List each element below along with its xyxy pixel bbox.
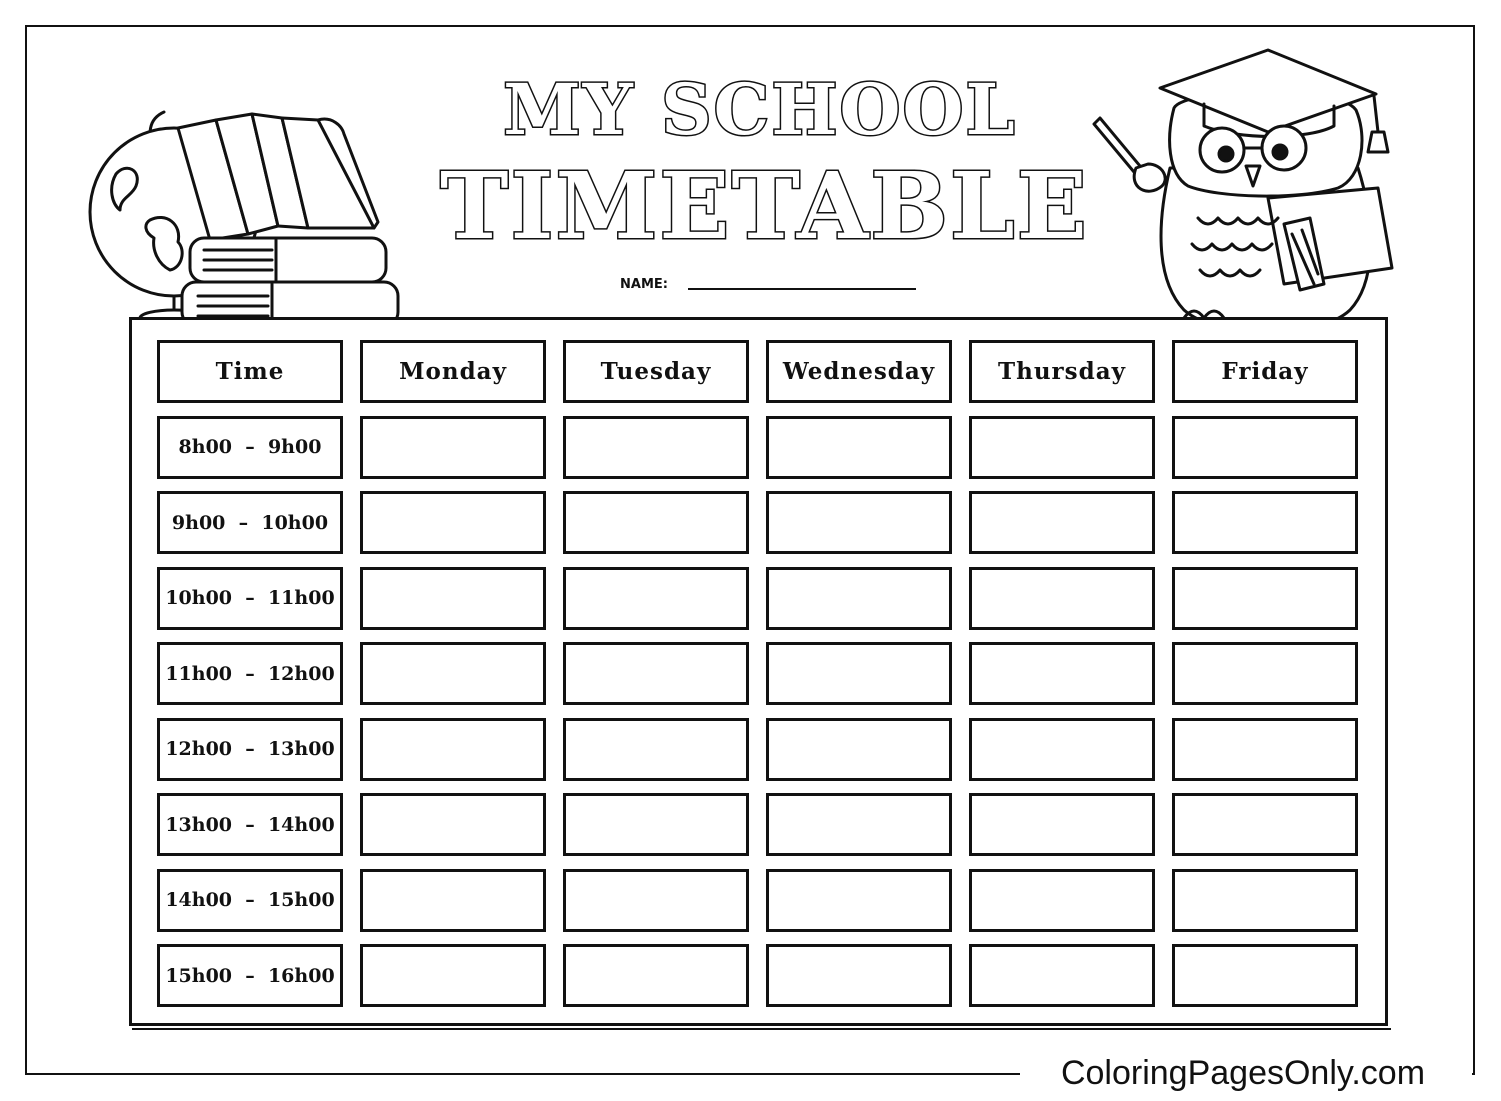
timetable-cell[interactable] <box>1172 944 1358 1007</box>
column-header-friday: Friday <box>1172 340 1358 403</box>
timetable-grid <box>157 340 1360 1008</box>
timetable-cell[interactable] <box>360 869 546 932</box>
time-slot-label: 10h00 – 11h00 <box>157 567 343 630</box>
timetable-cell[interactable] <box>360 718 546 781</box>
timetable-cell[interactable] <box>563 416 749 479</box>
time-slot-label: 11h00 – 12h00 <box>157 642 343 705</box>
timetable-cell[interactable] <box>360 567 546 630</box>
column-header-time: Time <box>157 340 343 403</box>
timetable-cell[interactable] <box>766 718 952 781</box>
timetable-cell[interactable] <box>563 793 749 856</box>
owl-teacher-icon <box>1088 48 1398 344</box>
column-header-monday: Monday <box>360 340 546 403</box>
timetable-cell[interactable] <box>766 642 952 705</box>
title-line-1: MY SCHOOL <box>503 68 1017 151</box>
timetable-cell[interactable] <box>969 491 1155 554</box>
time-slot-label: 15h00 – 16h00 <box>157 944 343 1007</box>
timetable-cell[interactable] <box>360 944 546 1007</box>
timetable-cell[interactable] <box>766 793 952 856</box>
timetable-cell[interactable] <box>360 793 546 856</box>
time-slot-label: 14h00 – 15h00 <box>157 869 343 932</box>
timetable-cell[interactable] <box>1172 718 1358 781</box>
time-slot-label: 12h00 – 13h00 <box>157 718 343 781</box>
name-field[interactable] <box>620 274 920 298</box>
timetable-cell[interactable] <box>969 793 1155 856</box>
globe-and-books-icon <box>86 100 406 332</box>
timetable-cell[interactable] <box>563 718 749 781</box>
timetable-cell[interactable] <box>969 718 1155 781</box>
timetable-cell[interactable] <box>563 642 749 705</box>
column-header-tuesday: Tuesday <box>563 340 749 403</box>
timetable-cell[interactable] <box>969 416 1155 479</box>
site-watermark: ColoringPagesOnly.com <box>1060 1054 1426 1092</box>
time-slot-label: 9h00 – 10h00 <box>157 491 343 554</box>
timetable-cell[interactable] <box>1172 642 1358 705</box>
timetable-cell[interactable] <box>969 642 1155 705</box>
timetable-cell[interactable] <box>1172 416 1358 479</box>
timetable-cell[interactable] <box>969 869 1155 932</box>
timetable-cell[interactable] <box>766 567 952 630</box>
timetable-cell[interactable] <box>563 567 749 630</box>
timetable-cell[interactable] <box>360 642 546 705</box>
name-label: NAME: <box>620 277 668 292</box>
timetable-cell[interactable] <box>1172 793 1358 856</box>
timetable-cell[interactable] <box>563 869 749 932</box>
name-write-line[interactable] <box>688 288 916 290</box>
timetable-cell[interactable] <box>360 491 546 554</box>
column-header-thursday: Thursday <box>969 340 1155 403</box>
timetable-cell[interactable] <box>563 491 749 554</box>
timetable-cell[interactable] <box>1172 567 1358 630</box>
timetable-cell[interactable] <box>1172 869 1358 932</box>
time-slot-label: 8h00 – 9h00 <box>157 416 343 479</box>
timetable-cell[interactable] <box>969 567 1155 630</box>
timetable-cell[interactable] <box>766 869 952 932</box>
timetable-cell[interactable] <box>1172 491 1358 554</box>
timetable-cell[interactable] <box>969 944 1155 1007</box>
time-slot-label: 13h00 – 14h00 <box>157 793 343 856</box>
timetable-cell[interactable] <box>360 416 546 479</box>
column-header-wednesday: Wednesday <box>766 340 952 403</box>
timetable-cell[interactable] <box>563 944 749 1007</box>
title-line-2: TIMETABLE <box>440 152 1089 260</box>
timetable-cell[interactable] <box>766 944 952 1007</box>
timetable-cell[interactable] <box>766 416 952 479</box>
timetable-cell[interactable] <box>766 491 952 554</box>
